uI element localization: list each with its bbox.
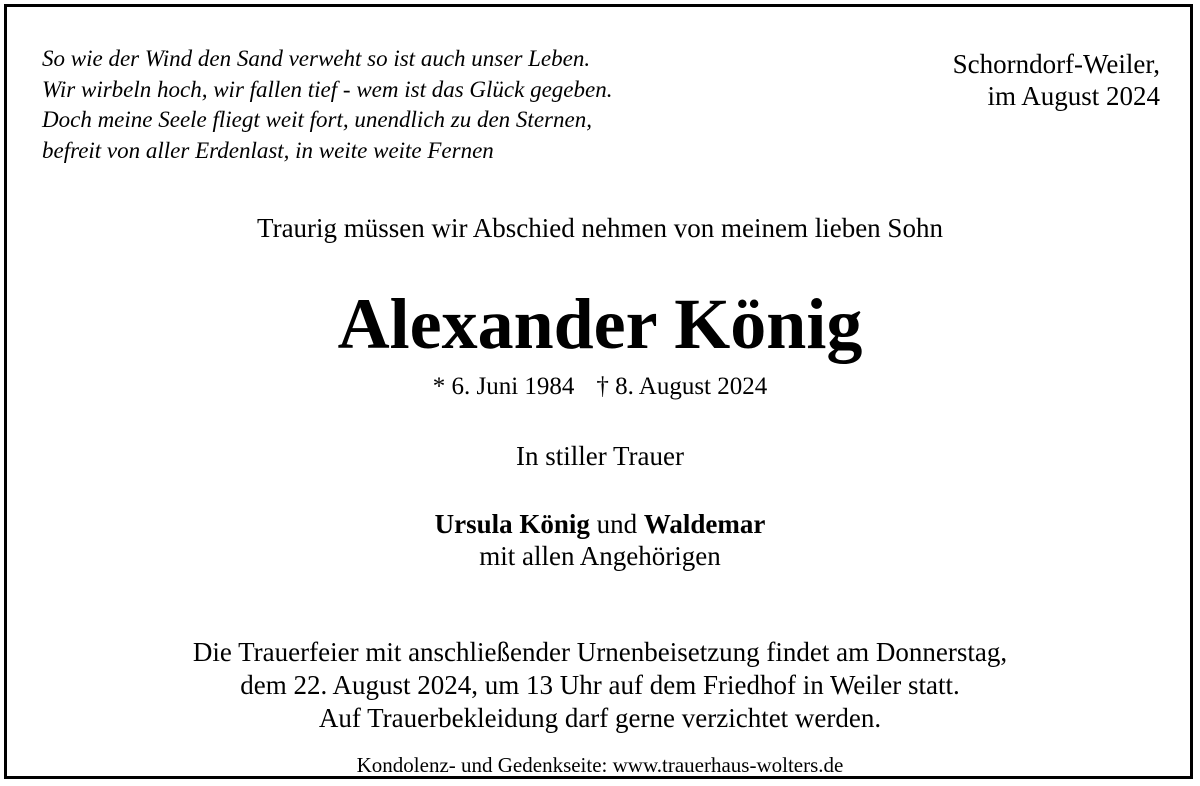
poem-line: Wir wirbeln hoch, wir fallen tief - wem ist das Glück gegeben. [42,76,613,102]
deceased-name: Alexander König [337,284,863,364]
poem-line: Doch meine Seele fliegt weit fort, unendlich zu den Sternen, [42,107,592,132]
poem-line: befreit von aller Erdenlast, in weite weite Fernen [42,137,494,163]
death-date: † 8. August 2024 [596,373,768,400]
family-names [0,508,1200,540]
footer-label: Kondolenz- und Gedenkseite: [356,753,608,777]
footer-url[interactable]: www.trauerhaus-wolters.de [612,753,844,777]
connector: und [596,509,638,539]
service-line: Auf Trauerbekleidung darf gerne verzichtet werden. [318,703,882,733]
place-line: Schorndorf-Weiler, [952,49,1160,79]
family-block [0,508,1200,572]
relatives-line: mit allen Angehörigen [479,541,721,571]
place-date [953,48,1160,112]
service-line: dem 22. August 2024, um 13 Uhr auf dem Friedhof in Weiler statt. [240,670,960,700]
intro-text: Traurig müssen wir Abschied nehmen von meinem lieben Sohn [257,213,943,243]
mourner-name-1: Ursula König [434,509,590,539]
service-line: Die Trauerfeier mit anschließender Urnenbeisetzung findet am Donnerstag, [192,637,1008,667]
mourning-text: In stiller Trauer [516,441,684,471]
mourner-name-2: Waldemar [643,509,766,539]
poem [42,44,612,166]
service-info [0,636,1200,735]
date-line: im August 2024 [987,81,1160,111]
birth-date: * 6. Juni 1984 [432,373,575,400]
condolence-footer [0,752,1200,778]
poem-line: So wie der Wind den Sand verweht so ist auch unser Leben. [42,46,591,71]
life-dates [0,372,1200,402]
